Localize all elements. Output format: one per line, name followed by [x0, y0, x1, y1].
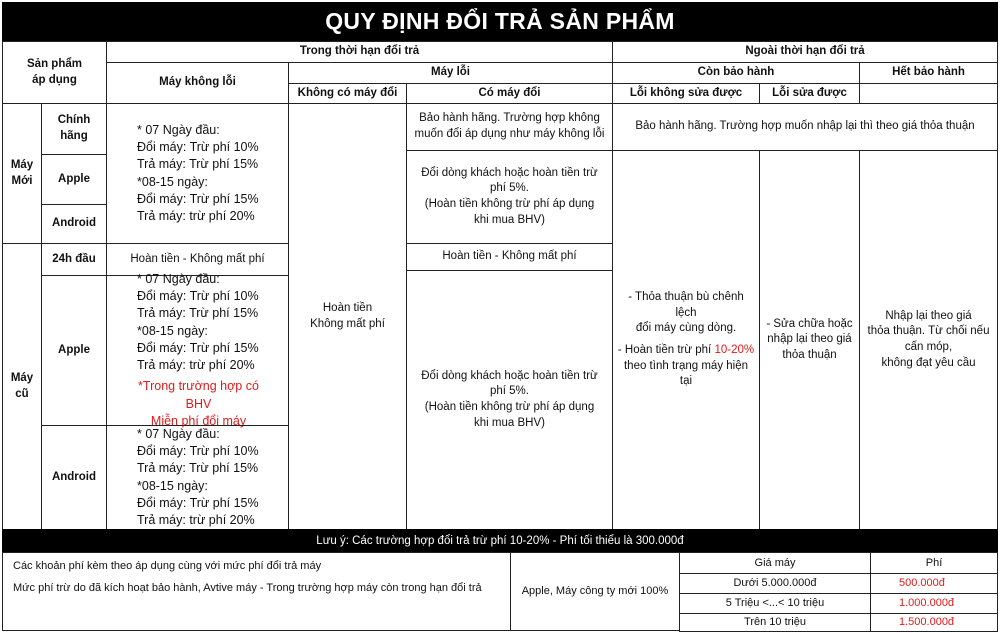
row-apple-used: Apple: [41, 275, 107, 426]
fixable-cell: - Sửa chữa hoặc nhập lại theo giá thỏa thuận: [759, 150, 860, 530]
header-within: Trong thời hạn đổi trả: [106, 41, 613, 63]
row-used: Máy cũ: [2, 243, 42, 530]
unfixable-cell: [612, 150, 760, 530]
header-unfixable: Lỗi không sửa được: [612, 83, 760, 104]
footer-description: [2, 552, 511, 631]
row-android-new: Android: [41, 204, 107, 244]
header-expired: Hết bảo hành: [859, 62, 998, 84]
row-android-used: Android: [41, 425, 107, 530]
footer-scope: Apple, Máy công ty mới 100%: [510, 552, 680, 631]
switch-line-new: Đổi dòng khách hoặc hoàn tiền trừ phí 5%. (Hoàn tiền không trừ phí áp dụng khi mua BHV): [406, 150, 613, 244]
bhv-note: *Trong trường hợp có BHV Miễn phí đổi máy: [138, 379, 259, 428]
header-product: Sản phẩm áp dụng: [2, 41, 107, 104]
fee-block-apple-used: [106, 271, 289, 428]
unfix-option-2a: - Hoàn tiền trừ phí: [617, 344, 715, 356]
tier-price-2: 5 Triệu <...< 10 triệu: [679, 593, 871, 614]
unfix-option-2c: theo tình trạng máy hiện tại: [623, 359, 749, 388]
switch-line-used: Đổi dòng khách hoặc hoàn tiền trừ phí 5%. (Hoàn tiền không trừ phí áp dụng khi mua BHV): [406, 270, 613, 530]
expired-cell: Nhập lại theo giá thỏa thuận. Từ chối nếu cấn móp, không đạt yêu cầu: [859, 150, 998, 530]
header-no-fault: Máy không lỗi: [106, 62, 289, 104]
note-bar: Lưu ý: Các trường hợp đổi trả trừ phí 10-20% - Phí tối thiểu là 300.000đ: [2, 529, 998, 553]
header-faulty: Máy lỗi: [288, 62, 613, 84]
unfix-option-2: [618, 343, 754, 359]
row-official: Chính hãng: [41, 103, 107, 155]
fee-block-apple-used-text: * 07 Ngày đầu: Đổi máy: Trừ phí 10% Trả máy: Trừ phí 15% *08-15 ngày: Đổi máy: Trừ phí 15% Trả máy: trừ phí 20%: [137, 271, 259, 373]
unfix-percent: 10-20%: [714, 344, 755, 356]
row-apple-new: Apple: [41, 154, 107, 205]
footer-col-fee: Phí: [870, 552, 998, 574]
page-title: QUY ĐỊNH ĐỔI TRẢ SẢN PHẨM: [2, 2, 998, 41]
row-new: Máy Mới: [2, 103, 42, 244]
warranty-outside: Bảo hành hãng. Trường hợp muốn nhập lại thì theo giá thỏa thuận: [612, 103, 998, 151]
fee-block-new: * 07 Ngày đầu: Đổi máy: Trừ phí 10% Trả máy: Trừ phí 15% *08-15 ngày: Đổi máy: Trừ phí 15% Trả máy: trừ phí 20%: [106, 103, 289, 244]
header-warranty: Còn bảo hành: [612, 62, 860, 84]
fee-block-android-used: * 07 Ngày đầu: Đổi máy: Trừ phí 10% Trả máy: Trừ phí 15% *08-15 ngày: Đổi máy: Trừ phí 15% Trả máy: trừ phí 20%: [106, 425, 289, 530]
tier-price-1: Dưới 5.000.000đ: [679, 573, 871, 594]
footer-line-1: Các khoản phí kèm theo áp dụng cùng với mức phí đổi trả máy: [13, 560, 322, 572]
footer-col-price: Giá máy: [679, 552, 871, 574]
row-24h: 24h đầu: [41, 243, 107, 276]
tier-fee-2: 1.000.000đ: [870, 593, 998, 614]
tier-price-3: Trên 10 triệu: [679, 613, 871, 632]
refund-24h: Hoàn tiền - Không mất phí: [106, 243, 289, 276]
tier-fee-3: 1.500.000đ: [870, 613, 998, 632]
header-expired-blank: [859, 83, 998, 104]
header-fixable: Lỗi sửa được: [759, 83, 860, 104]
footer-line-2: Mức phí trừ do đã kích hoạt bảo hành, Avtive máy - Trong trường hợp máy còn trong hạn đổi trả: [13, 582, 482, 594]
refund-24h-exchange: Hoàn tiền - Không mất phí: [406, 243, 613, 271]
unfix-option-1: - Thỏa thuận bù chênh lệch đổi máy cùng dòng.: [628, 291, 744, 335]
warranty-new: Bảo hành hãng. Trường hợp không muốn đổi áp dụng như máy không lỗi: [406, 103, 613, 151]
tier-fee-1: 500.000đ: [870, 573, 998, 594]
header-no-exchange: Không có máy đổi: [288, 83, 407, 104]
header-outside: Ngoài thời hạn đổi trả: [612, 41, 998, 63]
refund-free: Hoàn tiền Không mất phí: [288, 103, 407, 530]
header-has-exchange: Có máy đổi: [406, 83, 613, 104]
